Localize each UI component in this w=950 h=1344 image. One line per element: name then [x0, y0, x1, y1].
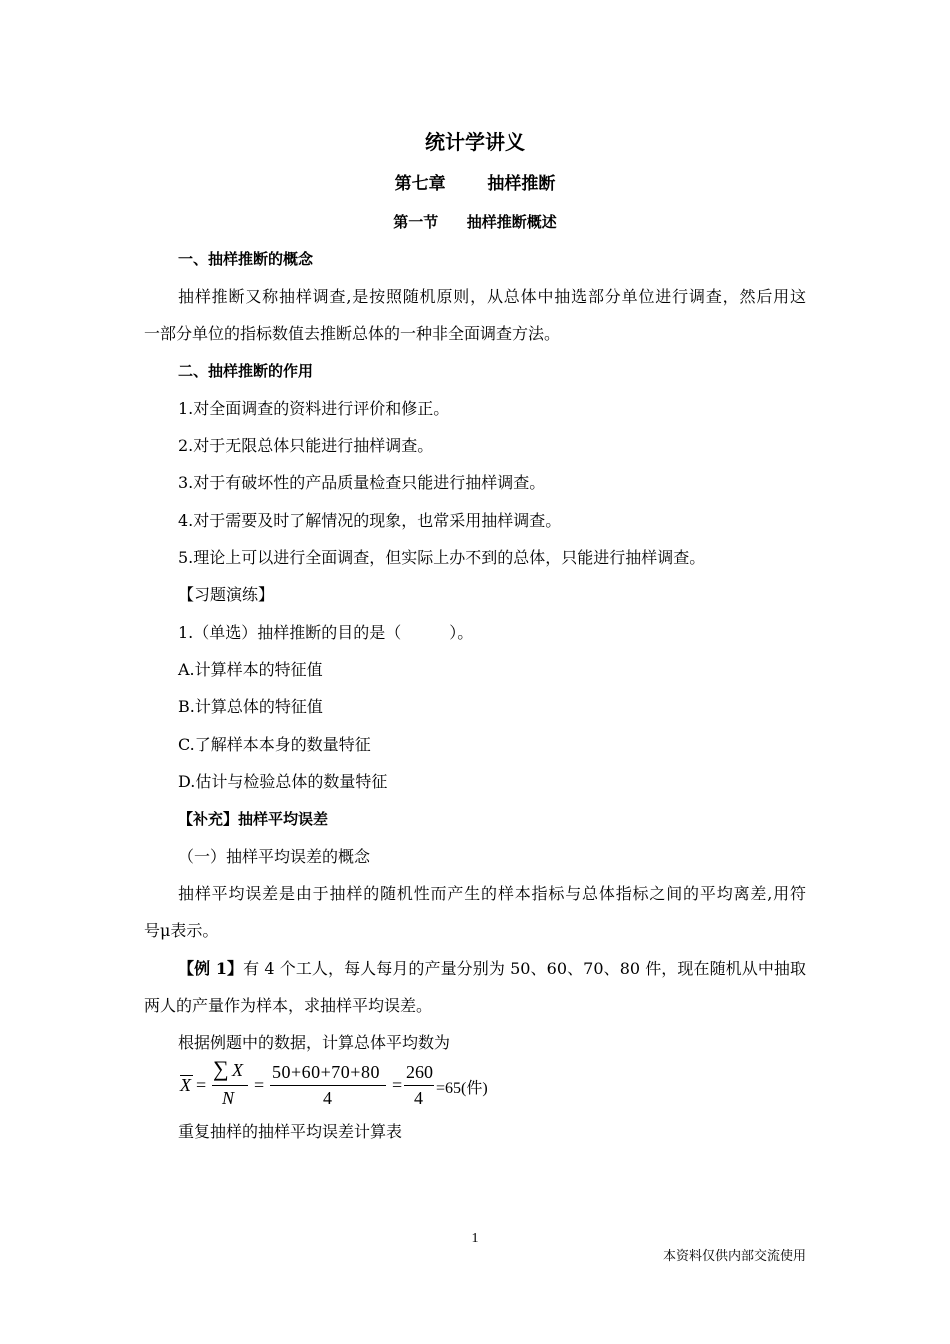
supplement-heading: 【补充】抽样平均误差	[178, 810, 329, 828]
formula-eq-2: =	[254, 1075, 265, 1095]
formula-lhs: X	[180, 1075, 191, 1095]
section-name: 抽样推断概述	[466, 213, 557, 231]
formula-numerator: 50+60+70+80	[272, 1062, 380, 1082]
part1-heading: 一、抽样推断的概念	[178, 250, 314, 268]
example-line2: 两人的产量作为样本，求抽样平均误差。	[144, 996, 433, 1015]
example-label: 【例 1】	[178, 959, 244, 978]
part2-item-3: 3.对于有破坏性的产品质量检查只能进行抽样调查。	[178, 473, 546, 492]
supplement-paragraph-line2: 号μ表示。	[144, 921, 219, 940]
part2-item-4: 4.对于需要及时了解情况的现象，也常采用抽样调查。	[178, 511, 562, 530]
exercise-question: 1.（单选）抽样推断的目的是（ ）。	[178, 623, 474, 642]
chapter-name: 抽样推断	[487, 174, 556, 194]
formula-eq-3: =	[392, 1075, 403, 1095]
chapter-label: 第七章	[394, 174, 446, 194]
section-label: 第一节	[393, 213, 439, 231]
formula-total: 260	[406, 1062, 433, 1082]
part1-paragraph-line1: 抽样推断又称抽样调查,是按照随机原则，从总体中抽选部分单位进行调查，然后用这	[178, 287, 806, 306]
formula-overbar	[180, 1075, 193, 1076]
formula-eq-1: =	[196, 1075, 207, 1095]
part1-paragraph-line2: 一部分单位的指标数值去推断总体的一种非全面调查方法。	[144, 324, 561, 343]
part2-item-5: 5.理论上可以进行全面调查，但实际上办不到的总体，只能进行抽样调查。	[178, 548, 706, 567]
exercise-option-b: B.计算总体的特征值	[178, 697, 323, 716]
calc-intro: 根据例题中的数据，计算总体平均数为	[178, 1033, 451, 1052]
sum-symbol: ∑	[213, 1056, 229, 1081]
chapter-heading	[0, 173, 950, 195]
exercise-option-a: A.计算样本的特征值	[178, 660, 323, 679]
supplement-subheading: （一）抽样平均误差的概念	[178, 847, 371, 866]
part2-item-1: 1.对全面调查的资料进行评价和修正。	[178, 399, 450, 418]
part2-heading: 二、抽样推断的作用	[178, 362, 314, 380]
example-text: 有 4 个工人，每人每月的产量分别为 50、60、70、80 件，现在随机从中抽取	[243, 959, 806, 978]
doc-title: 统计学讲义	[425, 130, 525, 154]
footer-note: 本资料仅供内部交流使用	[662, 1249, 806, 1264]
fraction-bar-2	[270, 1085, 386, 1086]
part2-item-2: 2.对于无限总体只能进行抽样调查。	[178, 436, 434, 455]
formula-denominator: 4	[323, 1088, 332, 1108]
formula-result: =65(件)	[436, 1080, 488, 1097]
formula-denom-var: N	[222, 1088, 235, 1108]
section-heading	[0, 212, 950, 232]
formula-total-denom: 4	[414, 1088, 423, 1108]
fraction-bar-3	[404, 1085, 434, 1086]
page-number: 1	[471, 1231, 479, 1246]
exercise-heading: 【习题演练】	[178, 585, 275, 604]
fraction-bar-1	[212, 1085, 248, 1086]
exercise-option-c: C.了解样本本身的数量特征	[178, 735, 371, 754]
formula-sum-var: X	[232, 1060, 243, 1080]
supplement-paragraph-line1: 抽样平均误差是由于抽样的随机性而产生的样本指标与总体指标之间的平均离差,用符	[178, 884, 806, 903]
example-line1	[178, 959, 806, 979]
table-caption: 重复抽样的抽样平均误差计算表	[178, 1122, 403, 1141]
exercise-option-d: D.估计与检验总体的数量特征	[178, 772, 388, 791]
